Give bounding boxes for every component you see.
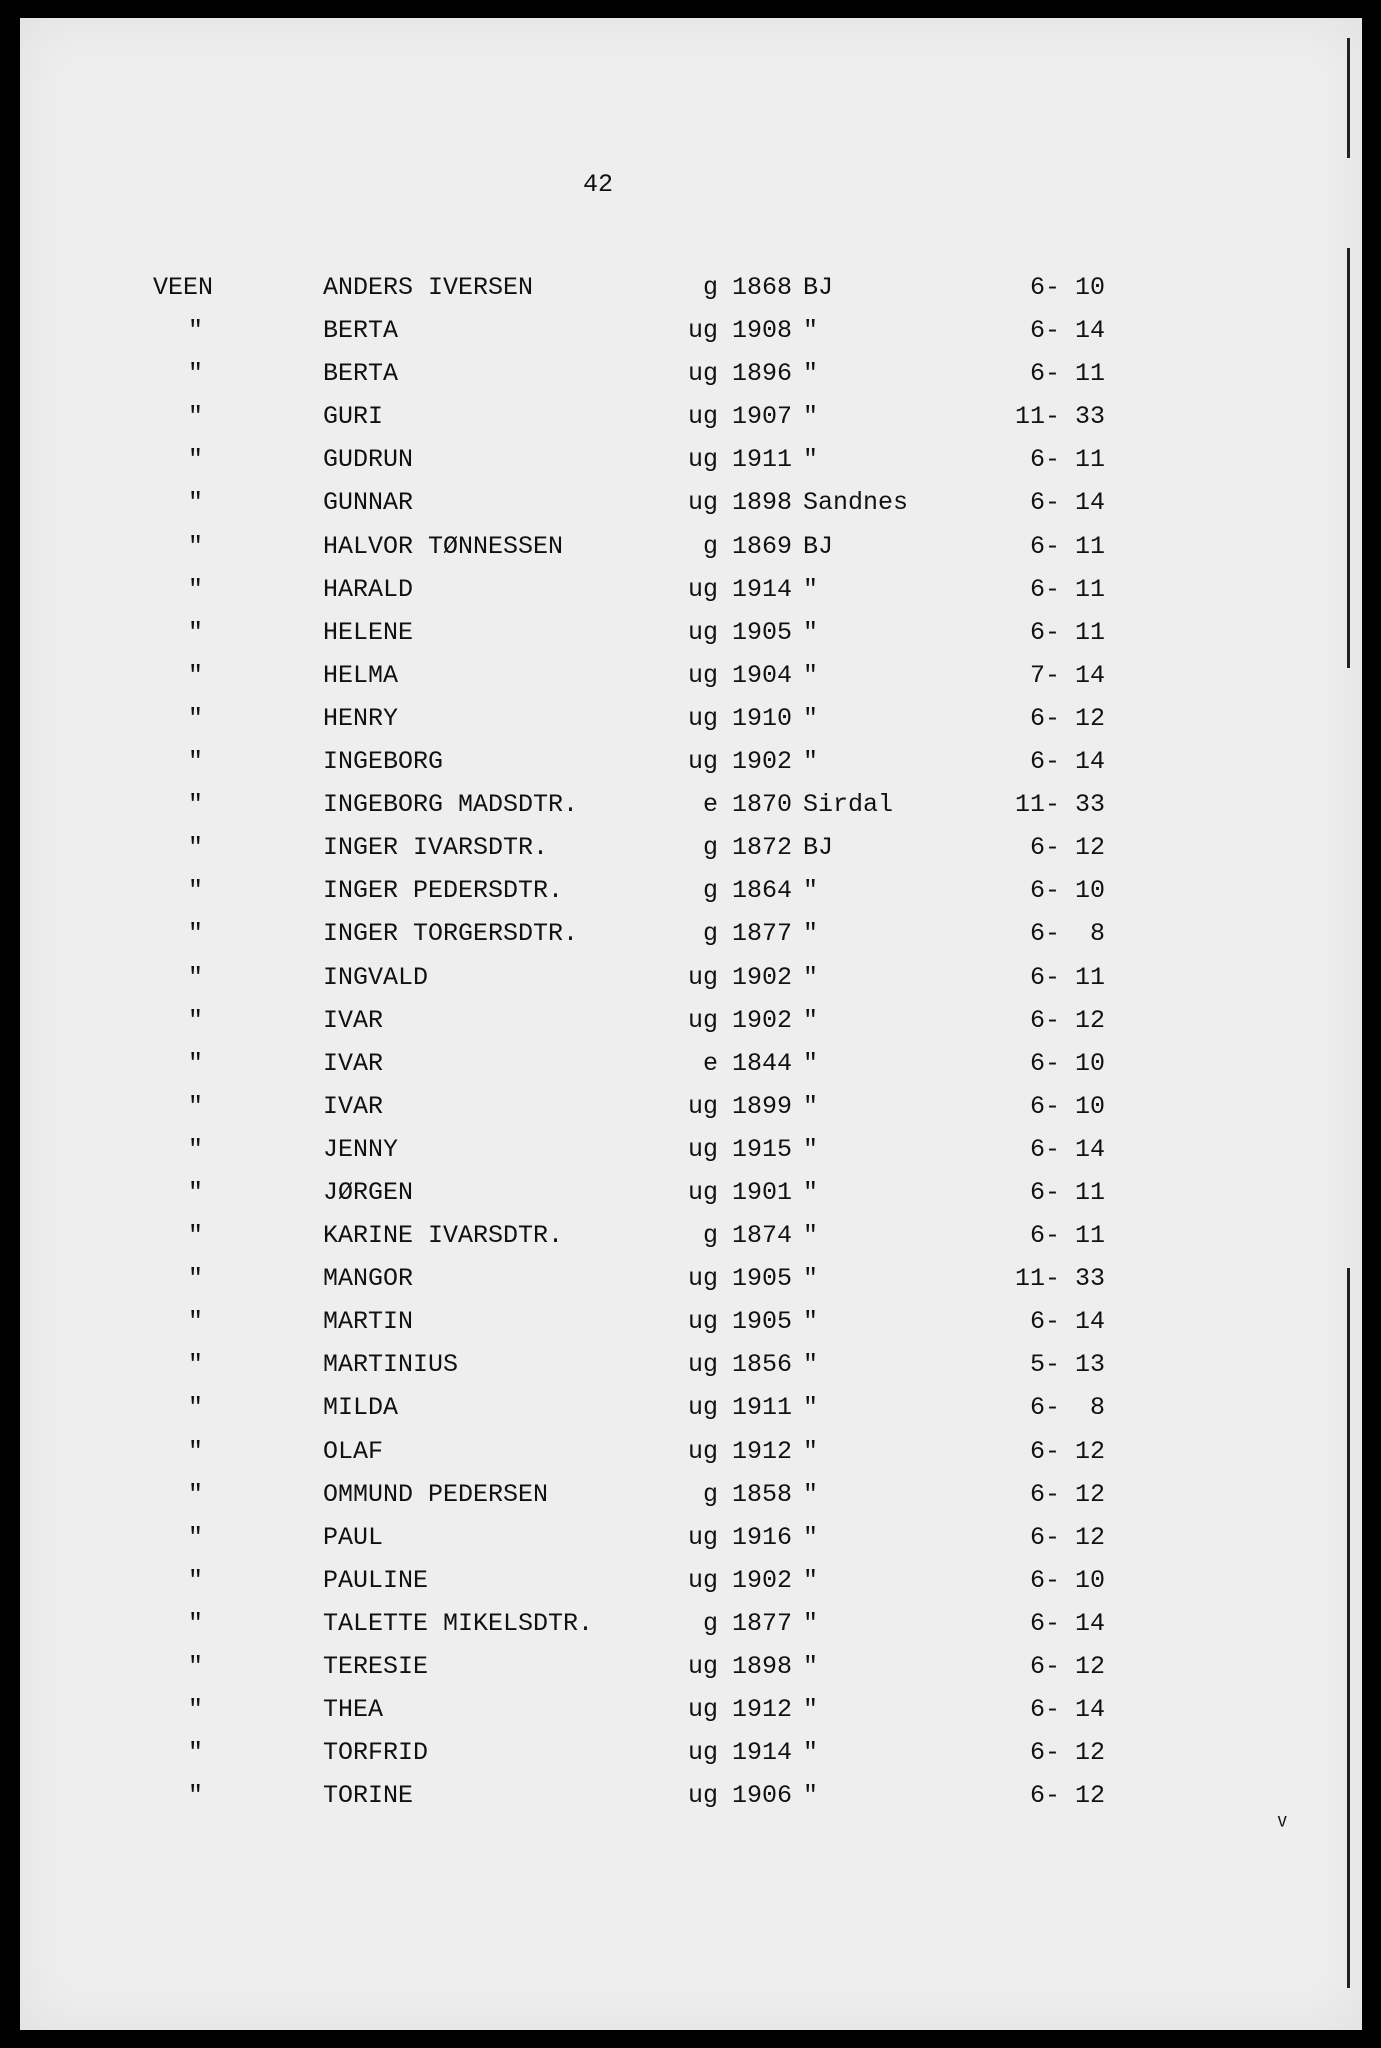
status-cell: ug <box>687 1738 718 1768</box>
place-cell: BJ <box>803 833 834 863</box>
record-list <box>20 273 1362 1824</box>
record-row <box>20 402 1362 445</box>
range-cell: 6- 12 <box>1029 1652 1105 1681</box>
range-cell: 6- 10 <box>1029 876 1105 906</box>
status-cell: ug <box>687 1177 718 1207</box>
place-cell: " <box>803 1479 819 1509</box>
status-cell: g <box>702 833 718 863</box>
place-cell: " <box>803 1695 819 1725</box>
surname-cell: " <box>188 531 204 561</box>
range-cell: 6- 12 <box>1029 1479 1105 1509</box>
status-cell: g <box>702 919 718 949</box>
surname-cell: " <box>188 1393 204 1423</box>
range-cell: 6- 12 <box>1029 1436 1105 1466</box>
given-name-cell: HELMA <box>323 660 399 690</box>
record-row <box>20 1393 1362 1436</box>
surname-cell: " <box>188 790 204 820</box>
year-cell: 1856 <box>732 1350 793 1380</box>
year-cell: 1898 <box>732 488 793 518</box>
surname-cell: " <box>188 1608 204 1638</box>
status-cell: ug <box>687 1350 718 1380</box>
place-cell: BJ <box>803 531 834 561</box>
place-cell: " <box>803 1608 819 1638</box>
status-cell: ug <box>687 1695 718 1725</box>
surname-cell: " <box>188 919 204 949</box>
range-cell: 11- 33 <box>1014 1264 1105 1294</box>
record-row <box>20 1135 1362 1178</box>
given-name-cell: MARTIN <box>323 1307 414 1337</box>
surname-cell: VEEN <box>153 273 214 302</box>
range-cell: 6- 10 <box>1029 273 1105 302</box>
status-cell: ug <box>687 574 718 604</box>
record-row <box>20 1092 1362 1135</box>
record-row <box>20 1609 1362 1652</box>
place-cell: " <box>803 1436 819 1466</box>
record-row <box>20 1523 1362 1566</box>
range-cell: 6- 14 <box>1029 1695 1105 1725</box>
given-name-cell: KARINE IVARSDTR. <box>323 1221 564 1251</box>
surname-cell: " <box>188 1350 204 1380</box>
place-cell: " <box>803 1307 819 1337</box>
record-row <box>20 1652 1362 1695</box>
surname-cell: " <box>188 1479 204 1509</box>
place-cell: " <box>803 1221 819 1251</box>
status-cell: ug <box>687 488 718 518</box>
record-row <box>20 704 1362 747</box>
record-row <box>20 833 1362 876</box>
surname-cell: " <box>188 316 204 346</box>
year-cell: 1906 <box>732 1781 793 1811</box>
year-cell: 1877 <box>732 1608 793 1638</box>
surname-cell: " <box>188 1781 204 1811</box>
year-cell: 1905 <box>732 617 793 647</box>
record-row <box>20 1049 1362 1092</box>
status-cell: ug <box>687 1436 718 1466</box>
given-name-cell: INGER TORGERSDTR. <box>323 919 579 949</box>
place-cell: " <box>803 402 819 432</box>
year-cell: 1901 <box>732 1177 793 1207</box>
range-cell: 6- 11 <box>1029 445 1105 475</box>
record-row <box>20 1480 1362 1523</box>
place-cell: " <box>803 1350 819 1380</box>
record-row <box>20 618 1362 661</box>
year-cell: 1877 <box>732 919 793 949</box>
year-cell: 1870 <box>732 790 793 820</box>
place-cell: " <box>803 1522 819 1552</box>
range-cell: 6- 12 <box>1029 1738 1105 1768</box>
surname-cell: " <box>188 703 204 733</box>
status-cell: ug <box>687 1091 718 1121</box>
place-cell: " <box>803 1177 819 1207</box>
year-cell: 1914 <box>732 574 793 604</box>
place-cell: " <box>803 359 819 389</box>
given-name-cell: ANDERS IVERSEN <box>323 273 534 302</box>
place-cell: " <box>803 574 819 604</box>
place-cell: " <box>803 1652 819 1681</box>
range-cell: 6- 14 <box>1029 316 1105 346</box>
range-cell: 6- 12 <box>1029 1781 1105 1811</box>
range-cell: 6- 11 <box>1029 574 1105 604</box>
year-cell: 1910 <box>732 703 793 733</box>
place-cell: " <box>803 747 819 777</box>
year-cell: 1844 <box>732 1048 793 1078</box>
status-cell: ug <box>687 1134 718 1164</box>
status-cell: ug <box>687 316 718 346</box>
status-cell: g <box>702 1479 718 1509</box>
range-cell: 6- 10 <box>1029 1091 1105 1121</box>
surname-cell: " <box>188 359 204 389</box>
place-cell: " <box>803 660 819 690</box>
given-name-cell: HARALD <box>323 574 414 604</box>
surname-cell: " <box>188 445 204 475</box>
given-name-cell: INGEBORG MADSDTR. <box>323 790 579 820</box>
year-cell: 1905 <box>732 1307 793 1337</box>
surname-cell: " <box>188 617 204 647</box>
status-cell: ug <box>687 1393 718 1423</box>
surname-cell: " <box>188 1522 204 1552</box>
scan-edge-mark <box>1347 38 1350 158</box>
year-cell: 1911 <box>732 445 793 475</box>
year-cell: 1915 <box>732 1134 793 1164</box>
status-cell: e <box>702 790 718 820</box>
status-cell: g <box>702 1221 718 1251</box>
given-name-cell: HENRY <box>323 703 399 733</box>
year-cell: 1916 <box>732 1522 793 1552</box>
range-cell: 6- 14 <box>1029 488 1105 518</box>
record-row <box>20 575 1362 618</box>
given-name-cell: PAULINE <box>323 1565 429 1595</box>
given-name-cell: INGER IVARSDTR. <box>323 833 549 863</box>
status-cell: ug <box>687 747 718 777</box>
record-row <box>20 661 1362 704</box>
given-name-cell: MILDA <box>323 1393 399 1423</box>
year-cell: 1869 <box>732 531 793 561</box>
record-row <box>20 1350 1362 1393</box>
status-cell: ug <box>687 402 718 432</box>
record-row <box>20 488 1362 531</box>
range-cell: 6- 11 <box>1029 359 1105 389</box>
range-cell: 11- 33 <box>1014 402 1105 432</box>
year-cell: 1898 <box>732 1652 793 1681</box>
record-row <box>20 1264 1362 1307</box>
place-cell: " <box>803 962 819 992</box>
place-cell: " <box>803 617 819 647</box>
record-row <box>20 876 1362 919</box>
surname-cell: " <box>188 876 204 906</box>
range-cell: 5- 13 <box>1029 1350 1105 1380</box>
range-cell: 7- 14 <box>1029 660 1105 690</box>
year-cell: 1907 <box>732 402 793 432</box>
status-cell: ug <box>687 617 718 647</box>
place-cell: " <box>803 1393 819 1423</box>
year-cell: 1872 <box>732 833 793 863</box>
surname-cell: " <box>188 962 204 992</box>
year-cell: 1914 <box>732 1738 793 1768</box>
record-row <box>20 747 1362 790</box>
range-cell: 6- 14 <box>1029 747 1105 777</box>
given-name-cell: HELENE <box>323 617 414 647</box>
surname-cell: " <box>188 1005 204 1035</box>
place-cell: " <box>803 703 819 733</box>
record-row <box>20 1006 1362 1049</box>
status-cell: g <box>702 1608 718 1638</box>
given-name-cell: GUNNAR <box>323 488 414 518</box>
surname-cell: " <box>188 833 204 863</box>
year-cell: 1902 <box>732 1005 793 1035</box>
year-cell: 1912 <box>732 1436 793 1466</box>
surname-cell: " <box>188 1565 204 1595</box>
given-name-cell: INGEBORG <box>323 747 444 777</box>
record-row <box>20 790 1362 833</box>
status-cell: ug <box>687 1522 718 1552</box>
range-cell: 6- 8 <box>1029 1393 1105 1423</box>
surname-cell: " <box>188 574 204 604</box>
record-row <box>20 963 1362 1006</box>
status-cell: ug <box>687 1652 718 1681</box>
status-cell: ug <box>687 1264 718 1294</box>
surname-cell: " <box>188 1091 204 1121</box>
range-cell: 6- 11 <box>1029 1221 1105 1251</box>
status-cell: g <box>702 876 718 906</box>
status-cell: ug <box>687 1307 718 1337</box>
status-cell: g <box>702 531 718 561</box>
record-row <box>20 1437 1362 1480</box>
given-name-cell: TORFRID <box>323 1738 429 1768</box>
page-number: 42 <box>583 170 614 199</box>
status-cell: ug <box>687 1565 718 1595</box>
status-cell: ug <box>687 359 718 389</box>
year-cell: 1899 <box>732 1091 793 1121</box>
range-cell: 6- 10 <box>1029 1048 1105 1078</box>
year-cell: 1911 <box>732 1393 793 1423</box>
year-cell: 1874 <box>732 1221 793 1251</box>
place-cell: Sandnes <box>803 488 909 518</box>
range-cell: 6- 11 <box>1029 617 1105 647</box>
range-cell: 6- 14 <box>1029 1134 1105 1164</box>
surname-cell: " <box>188 1221 204 1251</box>
given-name-cell: OLAF <box>323 1436 384 1466</box>
range-cell: 6- 11 <box>1029 531 1105 561</box>
place-cell: " <box>803 445 819 475</box>
place-cell: " <box>803 1134 819 1164</box>
given-name-cell: INGER PEDERSDTR. <box>323 876 564 906</box>
surname-cell: " <box>188 488 204 518</box>
range-cell: 6- 8 <box>1029 919 1105 949</box>
place-cell: " <box>803 1781 819 1811</box>
surname-cell: " <box>188 1436 204 1466</box>
range-cell: 6- 14 <box>1029 1307 1105 1337</box>
stray-mark: ⱽ <box>1274 1813 1290 1843</box>
status-cell: ug <box>687 660 718 690</box>
status-cell: e <box>702 1048 718 1078</box>
given-name-cell: IVAR <box>323 1091 384 1121</box>
range-cell: 6- 10 <box>1029 1565 1105 1595</box>
record-row <box>20 1738 1362 1781</box>
range-cell: 6- 14 <box>1029 1608 1105 1638</box>
record-row <box>20 445 1362 488</box>
year-cell: 1902 <box>732 1565 793 1595</box>
given-name-cell: JENNY <box>323 1134 399 1164</box>
status-cell: ug <box>687 1005 718 1035</box>
range-cell: 6- 11 <box>1029 1177 1105 1207</box>
surname-cell: " <box>188 1738 204 1768</box>
record-row <box>20 316 1362 359</box>
record-row <box>20 359 1362 402</box>
given-name-cell: BERTA <box>323 316 399 346</box>
surname-cell: " <box>188 660 204 690</box>
status-cell: g <box>702 273 718 302</box>
record-row <box>20 1221 1362 1264</box>
surname-cell: " <box>188 1652 204 1681</box>
year-cell: 1864 <box>732 876 793 906</box>
year-cell: 1902 <box>732 962 793 992</box>
place-cell: " <box>803 919 819 949</box>
given-name-cell: THEA <box>323 1695 384 1725</box>
year-cell: 1905 <box>732 1264 793 1294</box>
status-cell: ug <box>687 1781 718 1811</box>
record-row <box>20 1781 1362 1824</box>
place-cell: " <box>803 316 819 346</box>
document-page <box>20 18 1362 2030</box>
place-cell: " <box>803 1264 819 1294</box>
year-cell: 1912 <box>732 1695 793 1725</box>
given-name-cell: IVAR <box>323 1048 384 1078</box>
place-cell: Sirdal <box>803 790 894 820</box>
year-cell: 1868 <box>732 273 793 302</box>
status-cell: ug <box>687 703 718 733</box>
place-cell: " <box>803 1005 819 1035</box>
range-cell: 6- 12 <box>1029 833 1105 863</box>
place-cell: " <box>803 876 819 906</box>
year-cell: 1908 <box>732 316 793 346</box>
given-name-cell: TORINE <box>323 1781 414 1811</box>
record-row <box>20 1307 1362 1350</box>
record-row <box>20 1178 1362 1221</box>
record-row <box>20 919 1362 962</box>
year-cell: 1896 <box>732 359 793 389</box>
range-cell: 11- 33 <box>1014 790 1105 820</box>
surname-cell: " <box>188 747 204 777</box>
given-name-cell: PAUL <box>323 1522 384 1552</box>
surname-cell: " <box>188 1177 204 1207</box>
given-name-cell: BERTA <box>323 359 399 389</box>
place-cell: " <box>803 1091 819 1121</box>
status-cell: ug <box>687 962 718 992</box>
place-cell: " <box>803 1738 819 1768</box>
given-name-cell: IVAR <box>323 1005 384 1035</box>
given-name-cell: OMMUND PEDERSEN <box>323 1479 549 1509</box>
given-name-cell: INGVALD <box>323 962 429 992</box>
record-row <box>20 532 1362 575</box>
place-cell: " <box>803 1565 819 1595</box>
surname-cell: " <box>188 1264 204 1294</box>
given-name-cell: TALETTE MIKELSDTR. <box>323 1608 594 1638</box>
range-cell: 6- 12 <box>1029 1005 1105 1035</box>
range-cell: 6- 11 <box>1029 962 1105 992</box>
place-cell: BJ <box>803 273 834 302</box>
year-cell: 1904 <box>732 660 793 690</box>
given-name-cell: TERESIE <box>323 1652 429 1681</box>
record-row <box>20 1566 1362 1609</box>
given-name-cell: MARTINIUS <box>323 1350 459 1380</box>
surname-cell: " <box>188 1307 204 1337</box>
given-name-cell: GURI <box>323 402 384 432</box>
range-cell: 6- 12 <box>1029 703 1105 733</box>
place-cell: " <box>803 1048 819 1078</box>
record-row <box>20 273 1362 316</box>
given-name-cell: MANGOR <box>323 1264 414 1294</box>
surname-cell: " <box>188 1134 204 1164</box>
given-name-cell: GUDRUN <box>323 445 414 475</box>
surname-cell: " <box>188 402 204 432</box>
year-cell: 1858 <box>732 1479 793 1509</box>
year-cell: 1902 <box>732 747 793 777</box>
surname-cell: " <box>188 1695 204 1725</box>
given-name-cell: JØRGEN <box>323 1177 414 1207</box>
surname-cell: " <box>188 1048 204 1078</box>
given-name-cell: HALVOR TØNNESSEN <box>323 531 564 561</box>
record-row <box>20 1695 1362 1738</box>
range-cell: 6- 12 <box>1029 1522 1105 1552</box>
status-cell: ug <box>687 445 718 475</box>
